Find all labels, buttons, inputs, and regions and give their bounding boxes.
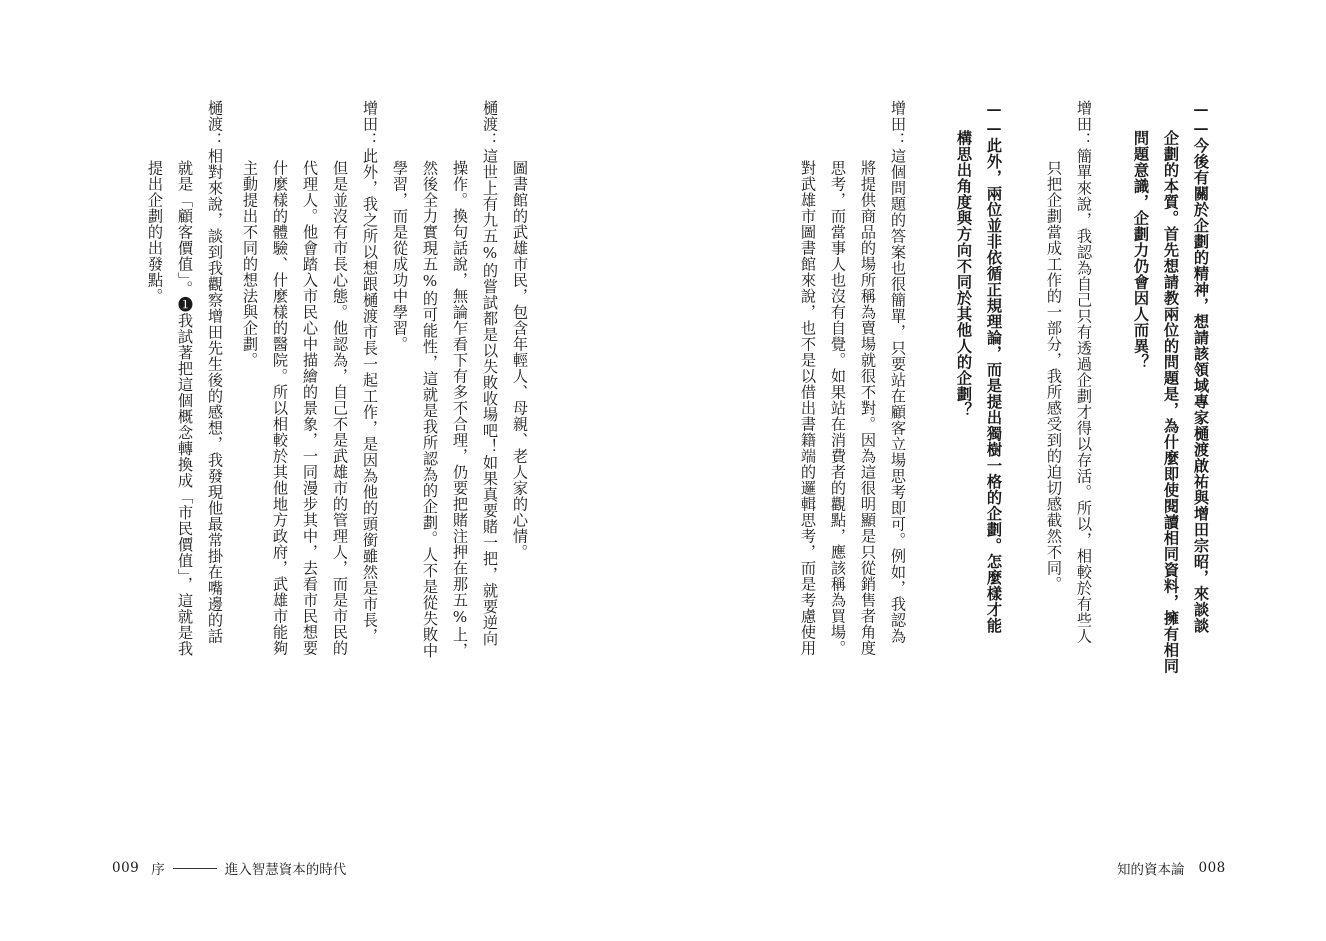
question-1-line-3: 問題意識，企劃力仍會因人而異？ xyxy=(1132,130,1150,370)
masuda-answer-3-line-2: 但是並沒有市長心態。他認為，自己不是武雄市的管理人，而是市民的 xyxy=(331,160,349,656)
footer-rule xyxy=(173,868,217,869)
hiwatari-answer-2-line-1: 樋渡：相對來說，談到我觀察增田先生後的感想，我發現他最常掛在嘴邊的話 xyxy=(206,100,224,644)
question-2-line-1: ——此外，兩位並非依循正規理論，而是提出獨樹一格的企劃。怎麼樣才能 xyxy=(985,100,1003,634)
masuda-answer-3-line-3: 代理人。他會踏入市民心中描繪的景象，一同漫步其中，去看市民想要 xyxy=(301,160,319,656)
masuda-answer-2-line-2: 將提供商品的場所稱為賣場就很不對。因為這很明顯是只從銷售者角度 xyxy=(859,160,877,656)
left-page-number: 009 xyxy=(112,860,140,876)
masuda-answer-1-line-2: 只把企劃當成工作的一部分，我所感受到的迫切感截然不同。 xyxy=(1045,160,1063,592)
right-page-footer xyxy=(1117,858,1226,878)
right-book-title: 知的資本論 xyxy=(1117,862,1185,878)
hiwatari-answer-1-line-4: 學習，而是從成功中學習。 xyxy=(391,160,409,352)
masuda-answer-2-line-3: 思考，而當事人也沒有自覺。如果站在消費者的觀點，應該稱為買場。 xyxy=(829,160,847,656)
right-page-number: 008 xyxy=(1198,860,1226,876)
masuda-answer-2-line-1: 增田：這個問題的答案也很簡單，只要站在顧客立場思考即可。例如，我認為 xyxy=(889,100,907,644)
hiwatari-answer-1-line-1: 樋渡：這世上有九五%的嘗試都是以失敗收場吧！如果真要賭一把，就要逆向 xyxy=(481,100,499,647)
left-chapter-title: 進入智慧資本的時代 xyxy=(224,862,347,878)
masuda-answer-2-line-5: 圖書館的武雄市民，包含年輕人、母親、老人家的心情。 xyxy=(511,160,529,560)
masuda-answer-3-line-1: 增田：此外，我之所以想跟樋渡市長一起工作，是因為他的頭銜雖然是市長， xyxy=(361,100,379,644)
hiwatari-answer-1-line-2: 操作。換句話說，無論乍看下有多不合理，仍要把賭注押在那五%上， xyxy=(451,160,469,659)
masuda-answer-3-line-5: 主動提出不同的想法與企劃。 xyxy=(241,160,259,368)
masuda-answer-3-line-4: 什麼樣的體驗、什麼樣的醫院。所以相較於其他地方政府，武雄市能夠 xyxy=(271,160,289,656)
left-section-label: 序 xyxy=(151,862,165,878)
masuda-answer-1-line-1: 增田：簡單來說，我認為自己只有透過企劃才得以存活。所以，相較於有些人 xyxy=(1075,100,1093,644)
masuda-answer-2-line-4: 對武雄市圖書館來說，也不是以借出書籍端的邏輯思考，而是考慮使用 xyxy=(799,160,817,656)
hiwatari-answer-2-line-2: 就是「顧客價值」。❶我試著把這個概念轉換成「市民價值」，這就是我 xyxy=(176,160,194,657)
question-2-line-2: 構思出角度與方向不同於其他人的企劃？ xyxy=(955,130,973,418)
question-1-line-2: 企劃的本質。首先想請教兩位的問題是，為什麼即使閱讀相同資料，擁有相同 xyxy=(1162,130,1180,674)
left-page-footer xyxy=(112,858,346,878)
hiwatari-answer-2-line-3: 提出企劃的出發點。 xyxy=(146,160,164,304)
question-1-line-1: ——今後有關於企劃的精神，想請該領域專家樋渡啟祐與增田宗昭，來談談 xyxy=(1192,100,1210,634)
hiwatari-answer-1-line-3: 然後全力實現五%的可能性，這就是我所認為的企劃。人不是從失敗中 xyxy=(421,160,439,659)
